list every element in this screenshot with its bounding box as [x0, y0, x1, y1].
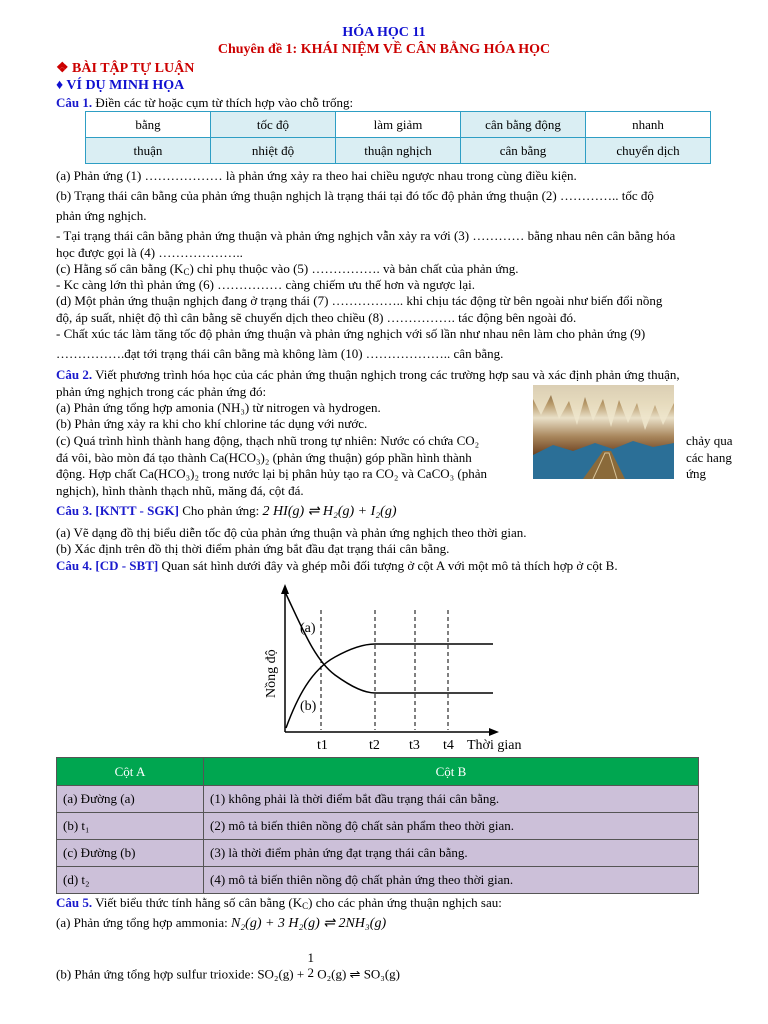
question-2-item-c: động. Hợp chất Ca(HCO₃)₂ trong nước lại bị phân hủy tạo ra CO₂ và CaCO₃ (phản [56, 466, 488, 481]
question-1-line: độ, áp suất, nhiệt độ thì cân bằng sẽ chuyển dịch theo chiều (8) ……………. tác động bên ngoài đó. [56, 310, 577, 325]
column-a-cell: (c) Đường (b) [57, 840, 204, 867]
fraction-half: $\frac{1}{2}$ [307, 950, 314, 980]
y-axis-arrow-icon [281, 584, 289, 594]
word-bank-table [85, 111, 711, 164]
tick-t4: t4 [443, 738, 454, 753]
matching-table-header [57, 758, 699, 786]
question-1-line: …………….đạt tới trạng thái cân bằng mà không làm (10) ……………….. cân bằng. [56, 346, 504, 361]
table-row [57, 786, 699, 813]
curve-b [286, 644, 493, 728]
question-5-item-a: (a) Phản ứng tổng hợp ammonia: N₂(g) + 3 H₂(g) ⇌ 2NH₃(g) [56, 915, 387, 931]
question-2-prompt-cont: phản ứng nghịch trong các phản ứng đó: [56, 384, 267, 399]
question-2-item-c-right: ứng [686, 466, 707, 481]
question-2-prompt: Câu 2. Viết phương trình hóa học của các phản ứng thuận nghịch trong các trường hợp sau và xác định phản ứng thuận, [56, 367, 680, 382]
question-2-item-c-right: chảy qua [686, 433, 733, 448]
question-5-item-b: (b) Phản ứng tổng hợp sulfur trioxide: SO₂(g) + $\frac{1}{2}$ O₂(g) ⇌ SO₃(g) [56, 950, 400, 982]
column-a-cell: (d) t₂ [57, 867, 204, 894]
question-2-item-c-right: các hang [686, 450, 732, 465]
tick-t3: t3 [409, 738, 420, 753]
column-b-header: Cột B [204, 758, 699, 786]
section-heading: ❖ BÀI TẬP TỰ LUẬN [56, 61, 195, 76]
curve-a-label: (a) [300, 621, 316, 636]
word-bank-row [86, 138, 711, 164]
column-a-cell: (b) t₁ [57, 813, 204, 840]
tick-t2: t2 [369, 738, 380, 753]
question-3-equation: 2 HI(g) ⇌ H₂(g) + I₂(g) [262, 504, 397, 519]
question-4-label: Câu 4. [56, 558, 93, 573]
question-1-prompt: Câu 1. Điền các từ hoặc cụm từ thích hợp vào chỗ trống: [56, 95, 354, 110]
column-a-cell: (a) Đường (a) [57, 786, 204, 813]
word-bank-cell: bằng [86, 112, 211, 138]
tick-t1: t1 [317, 738, 328, 753]
question-2-item-c: (c) Quá trình hình thành hang động, thạch nhũ trong tự nhiên: Nước có chứa CO₂ [56, 433, 480, 448]
question-4-source: [CD - SBT] [92, 558, 159, 573]
question-1-line: - Chất xúc tác làm tăng tốc độ phản ứng thuận và phản ứng nghịch với số lần như nhau nên làm cho phản ứng (9) [56, 326, 646, 341]
table-row [57, 867, 699, 894]
x-axis-label: Thời gian [467, 738, 522, 753]
table-row [57, 840, 699, 867]
word-bank-cell: nhiệt độ [211, 138, 336, 164]
column-b-cell: (1) không phải là thời điểm bắt đầu trạng thái cân bằng. [204, 786, 699, 813]
word-bank-cell: cân bằng [461, 138, 586, 164]
question-1-line: - Tại trạng thái cân bằng phản ứng thuận và phản ứng nghịch vẫn xảy ra với (3) ………… bằng nhau nên cân bằng hóa [56, 228, 676, 243]
question-1-line: - Kc càng lớn thì phản ứng (6) …………… càng chiếm ưu thế hơn và ngược lại. [56, 277, 476, 292]
question-5-prompt: Câu 5. Viết biểu thức tính hằng số cân bằng $(K_C)$ cho các phản ứng thuận nghịch sau: [56, 895, 502, 911]
question-3-label: Câu 3. [56, 503, 93, 518]
question-2-label: Câu 2. [56, 367, 93, 382]
question-1-line-c: (c) Hằng số cân bằng $(K_C)$ chỉ phụ thuộc vào (5) ……………. và bản chất của phản ứng. [56, 261, 519, 277]
question-1-label: Câu 1. [56, 95, 93, 110]
word-bank-cell: thuận nghịch [336, 138, 461, 164]
word-bank-cell: làm giảm [336, 112, 461, 138]
cave-photo [533, 385, 674, 479]
question-1-line: (b) Trạng thái cân bằng của phản ứng thuận nghịch là trạng thái tại đó tốc độ phản ứng thuận (2) ………….. tốc độ [56, 188, 654, 203]
question-2-item-b: (b) Phản ứng xảy ra khi cho khí chlorine tác dụng với nước. [56, 416, 368, 431]
column-a-header: Cột A [57, 758, 204, 786]
question-1-line: (a) Phản ứng (1) ……………… là phản ứng xảy ra theo hai chiều ngược nhau trong cùng điều kiện. [56, 168, 577, 183]
question-2-item-c: đá vôi, bào mòn đá tạo thành Ca(HCO₃)₂ (phản ứng thuận) góp phần hình thành [56, 450, 472, 465]
word-bank-cell: thuận [86, 138, 211, 164]
y-axis-label: Nồng độ [264, 649, 279, 698]
question-3-item-b: (b) Xác định trên đồ thị thời điểm phản ứng bắt đầu đạt trạng thái cân bằng. [56, 541, 450, 556]
question-3-source: [KNTT - SGK] [92, 503, 179, 518]
ammonia-equation: N₂(g) + 3 H₂(g) ⇌ 2NH₃(g) [230, 916, 387, 931]
column-b-cell: (3) là thời điểm phản ứng đạt trạng thái cân bằng. [204, 840, 699, 867]
matching-table [56, 757, 699, 894]
question-3-item-a: (a) Vẽ dạng đồ thị biểu diễn tốc độ của phản ứng thuận và phản ứng nghịch theo thời gian. [56, 525, 527, 540]
word-bank-cell: chuyển dịch [586, 138, 711, 164]
column-b-cell: (4) mô tả biến thiên nồng độ chất phản ứng theo thời gian. [204, 867, 699, 894]
table-row [57, 813, 699, 840]
page-title: HÓA HỌC 11 [342, 25, 426, 40]
subsection-heading: ♦ VÍ DỤ MINH HỌA [56, 78, 185, 93]
question-4-prompt: Câu 4. [CD - SBT] Quan sát hình dưới đây và ghép mỗi đối tượng ở cột A với một mô tả thích hợp ở cột B. [56, 558, 618, 573]
word-bank-cell: tốc độ [211, 112, 336, 138]
question-3-prompt: Câu 3. [KNTT - SGK] Cho phản ứng: 2 HI(g) ⇌ H₂(g) + I₂(g) [56, 503, 397, 519]
concentration-graph [255, 580, 545, 756]
column-b-cell: (2) mô tả biến thiên nồng độ chất sản phẩm theo thời gian. [204, 813, 699, 840]
question-2-item-c: nghịch), hình thành thạch nhũ, măng đá, cột đá. [56, 483, 304, 498]
topic-title: Chuyên đề 1: KHÁI NIỆM VỀ CÂN BẰNG HÓA HỌC [217, 42, 551, 57]
word-bank-cell: nhanh [586, 112, 711, 138]
word-bank-row [86, 112, 711, 138]
question-1-line: học được gọi là (4) ……………….. [56, 245, 243, 260]
x-axis-arrow-icon [489, 728, 499, 736]
word-bank-cell: cân bằng động [461, 112, 586, 138]
curve-b-label: (b) [300, 699, 317, 714]
question-1-line: (d) Một phản ứng thuận nghịch đang ở trạng thái (7) …………….. khi chịu tác động từ bên ngoài như biến đổi nồng [56, 293, 663, 308]
question-2-item-a: (a) Phản ứng tổng hợp amonia (NH₃) từ nitrogen và hydrogen. [56, 400, 381, 415]
question-5-label: Câu 5. [56, 895, 93, 910]
question-1-line: phản ứng nghịch. [56, 208, 147, 223]
